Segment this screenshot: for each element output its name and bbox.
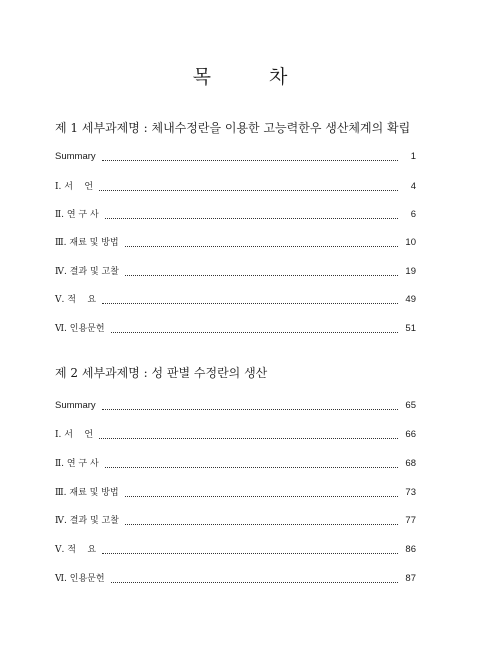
toc-entry-s1-abstract[interactable] xyxy=(55,293,416,307)
toc-entry-label: Ⅲ. 재료 및 방법 xyxy=(55,488,119,498)
title-char-2: 차 xyxy=(269,66,288,88)
section-1-heading: 제 1 세부과제명 : 체내수정란을 이용한 고능력한우 생산체계의 확립 xyxy=(55,121,411,135)
toc-entry-label: Ⅴ. 적 요 xyxy=(55,295,97,305)
toc-entry-label: Summary xyxy=(55,151,96,162)
toc-entry-page: 10 xyxy=(405,237,416,248)
toc-entry-s2-abstract[interactable] xyxy=(55,543,416,557)
toc-entry-s1-literature-review[interactable] xyxy=(55,208,416,222)
dot-leader xyxy=(99,189,398,191)
dot-leader xyxy=(99,437,398,439)
toc-entry-label: Ⅵ. 인용문헌 xyxy=(55,324,105,334)
dot-leader xyxy=(111,331,398,333)
toc-entry-page: 4 xyxy=(410,181,416,192)
dot-leader xyxy=(125,274,398,276)
toc-entry-page: 87 xyxy=(405,573,416,584)
toc-entry-s1-references[interactable] xyxy=(55,322,416,336)
toc-entry-page: 51 xyxy=(405,323,416,334)
toc-entry-label: Summary xyxy=(55,400,96,411)
section-2-heading: 제 2 세부과제명 : 성 판별 수정란의 생산 xyxy=(55,366,268,380)
dot-leader xyxy=(125,523,398,525)
toc-entry-page: 68 xyxy=(405,458,416,469)
dot-leader xyxy=(102,552,398,554)
dot-leader xyxy=(105,466,398,468)
toc-entry-label: Ⅴ. 적 요 xyxy=(55,545,97,555)
toc-entry-s2-materials-methods[interactable] xyxy=(55,486,416,500)
toc-entry-s2-references[interactable] xyxy=(55,572,416,586)
toc-entry-page: 86 xyxy=(405,544,416,555)
toc-entry-label: Ⅱ. 연 구 사 xyxy=(55,459,99,469)
toc-entry-page: 6 xyxy=(410,209,416,220)
toc-entry-page: 49 xyxy=(405,294,416,305)
page-title xyxy=(0,62,480,89)
toc-entry-page: 1 xyxy=(410,151,416,162)
toc-entry-page: 66 xyxy=(405,429,416,440)
toc-entry-label: Ⅲ. 재료 및 방법 xyxy=(55,238,119,248)
dot-leader xyxy=(105,217,398,219)
dot-leader xyxy=(102,159,398,161)
title-char-1: 목 xyxy=(192,66,211,88)
dot-leader xyxy=(125,495,398,497)
toc-entry-label: Ⅳ. 결과 및 고찰 xyxy=(55,516,119,526)
toc-entry-s1-materials-methods[interactable] xyxy=(55,236,416,250)
toc-entry-label: Ⅱ. 연 구 사 xyxy=(55,210,99,220)
toc-entry-label: Ⅰ. 서 언 xyxy=(55,182,94,192)
toc-entry-page: 77 xyxy=(405,515,416,526)
toc-entry-s1-results-discussion[interactable] xyxy=(55,265,416,279)
dot-leader xyxy=(125,245,398,247)
dot-leader xyxy=(111,581,398,583)
toc-entry-s1-summary[interactable] xyxy=(55,150,416,164)
toc-entry-s2-summary[interactable] xyxy=(55,399,416,413)
toc-entry-s2-literature-review[interactable] xyxy=(55,457,416,471)
toc-entry-label: Ⅳ. 결과 및 고찰 xyxy=(55,267,119,277)
toc-entry-label: Ⅰ. 서 언 xyxy=(55,430,94,440)
toc-entry-page: 73 xyxy=(405,487,416,498)
toc-entry-label: Ⅵ. 인용문헌 xyxy=(55,574,105,584)
toc-entry-s2-introduction[interactable] xyxy=(55,428,416,442)
toc-entry-page: 65 xyxy=(405,400,416,411)
toc-entry-s2-results-discussion[interactable] xyxy=(55,514,416,528)
toc-entry-s1-introduction[interactable] xyxy=(55,180,416,194)
toc-entry-page: 19 xyxy=(405,266,416,277)
dot-leader xyxy=(102,302,398,304)
dot-leader xyxy=(102,408,398,410)
